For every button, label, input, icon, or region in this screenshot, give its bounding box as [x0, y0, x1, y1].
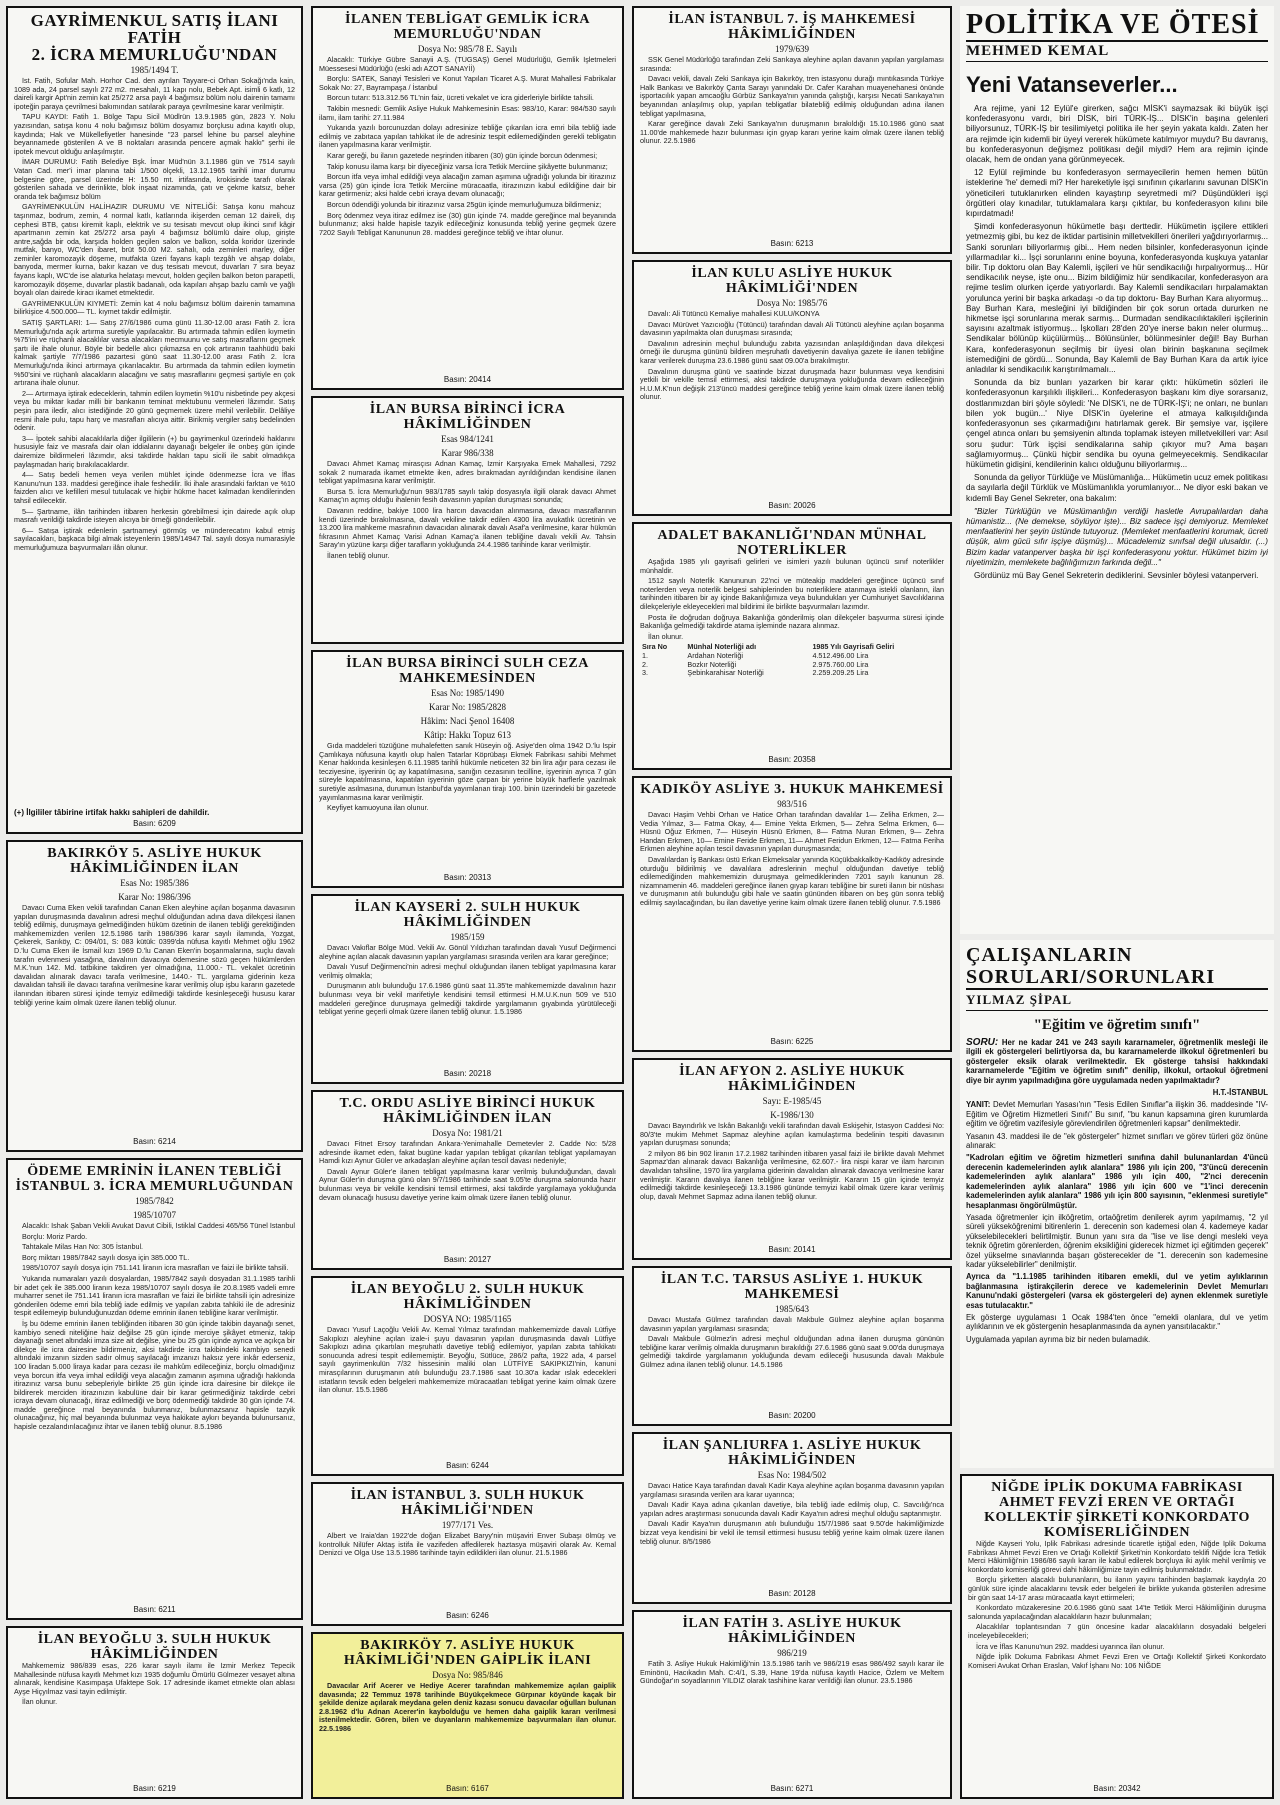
column-title: POLİTİKA VE ÖTESİ: [966, 9, 1260, 40]
paragraph: Davalı Aynur Güler'e ilanen tebligat yapılmasına karar verilmiş bulunduğundan, davalı Aynur Güler'in duruşma günü olan 9/7/1986 tarihinde saat 9.05'te duruşma salonunda hazır bulunması veya bir vekille kendisini temsil ettirmesi, aksi takdirde yargılamaya yokluğunda devam olunacağı hususu davetiye yerine kaim olmak üzere ilanen tebliğ olunur.: [319, 1166, 616, 1202]
ad-body: [319, 1140, 616, 1253]
ad-beyoglu-2: [311, 1276, 624, 1476]
ad-ref: Hâkim: Naci Şenol 16408: [420, 716, 515, 726]
ad-note: (+) İlgililer tâbirine irtifak hakkı sahipleri de dahildir.: [14, 808, 210, 817]
ad-press-number: Basın: 20128: [768, 1589, 816, 1598]
paragraph: 3— İpotek sahibi alacaklılarla diğer ilgililerin (+) bu gayrimenkul üzerindeki haklarını hususiyle faiz ve masrafa dair olan iddialarını dayanağı belgeler ile onbeş gün içinde dairemize bildirmeleri lâzımdır, aksi takdirde hakları tapu sicili ile sabit olmadıkça paylaşmadan hariç bırakılacaklardır.: [14, 433, 295, 469]
paragraph: Uygulamada yapılan ayrıma biz bir neden bulamadık.: [966, 1334, 1151, 1344]
paragraph: Yukarıda numaraları yazılı dosyalardan, 1985/7842 sayılı dosyadan 31.1.1985 tarihli bir adet çek ile 385.000 liranın keza 1985/10707 sayılı dosya ile 20.8.1985 vadeli emre muharrer senet ile 751.141 liranın icra masrafları ve faizi ile birlikte tahsili için adresinize gönderilen ödeme emri bila tebliğ iade edilmiş ve yapılan zabıta tahkiki ile de adresiniz tespit edilemeyip bulunduğunuzdan ödeme emrinin ilanen tebliğine karar verilmiştir.: [14, 1273, 295, 1318]
table-cell: 1.: [642, 650, 648, 660]
ad-press-number: Basın: 6271: [770, 1784, 814, 1793]
ad-kayseri-2: [311, 894, 624, 1084]
ad-istanbul-3-sulh: [311, 1482, 624, 1626]
table-cell: 4.512.496.00 Lira: [812, 650, 869, 660]
ad-title: İLAN BEYOĞLU 3. SULH HUKUK HÂKİMLİĞİNDEN: [37, 1632, 272, 1662]
ad-press-number: Basın: 20127: [443, 1255, 492, 1264]
ad-title: T.C. ORDU ASLİYE BİRİNCİ HUKUK HÂKİMLİĞİNDEN İLAN: [339, 1096, 596, 1126]
paragraph: "Kadroları eğitim ve öğretim hizmetleri sınıfına dahil bulunanlardan 4'üncü derecenin kademelerinden aylık alanlara" 1986 yılı için 200, "3'üncü derecenin kademelerinden aylık alanlara" 1986 yılı için 400, "2'nci derecenin kademelerinden aylık alanlara" 1986 yılı için 600 ve "1'inci derecenin kademelerinden aylık alanlara" 1986 yılı için 800 sayısının, "eklenmesi suretiyle" hesaplanması öngörülmüştür.: [966, 1153, 1268, 1210]
paragraph: Alacaklılar toplantısından 7 gün öncesine kadar alacaklıların dosyadaki belgeleri inceleyebilecekleri;: [968, 1622, 1266, 1640]
paragraph: SATIŞ ŞARTLARI: 1— Satış 27/6/1986 cuma günü 11.30-12.00 arası Fatih 2. İcra Memurluğu'nda açık artırma suretiyle yapılacaktır. Bu artırmada tahmin edilen kıymetin %75'ini ve rüçhanlı alacaklılar varsa alacakları mecmuunu ve satış masraflarını geçmek şartı ile ihale olunur. Böyle bir bedelle alıcı çıkmazsa en çok artıranın taahhüdü baki kalmak şartiyle 7/7/1986 pazartesi günü saat 11.30-12.00 arası Fatih 2. İcra Memurluğu'nda ikinci artırmaya çıkarılacaktır. Bu artırmada da tahmin edilen kıymetin %50'sini ve rüçhanlı alacakların alacağını ve satış masraflarını geçmesi şartiyle en çok artırana ihale olunur.: [14, 318, 295, 388]
ad-kulu: [632, 260, 952, 516]
table-cell: 2.975.760.00 Lira: [812, 659, 869, 669]
ad-gayrimenkul-satis: [6, 6, 303, 834]
answer-label: YANIT:: [966, 1100, 991, 1110]
ad-title: İLAN T.C. TARSUS ASLİYE 1. HUKUK MAHKEMESİ: [660, 1272, 924, 1302]
ad-press-number: Basın: 20313: [443, 873, 492, 882]
paragraph: Tahtakale Milas Han No: 305 İstanbul.: [22, 1242, 144, 1252]
paragraph: Niğde Kayseri Yolu, İplik Fabrikası adresinde ticaretle iştiğal eden, Niğde İplik Dokuma Fabrikası Ahmet Fevzi Eren ve Ortağı Kollektif Şirketi'nin Konkordato teklifi Niğde İcra Tetkik Merci Hâkimliği'nin 1986/86 sayılı kararı ile kabul edilerek borçluya iki aylık mehil verilmiş ve konkordato komiserliği görevi dahi hâkimliğimize tayin edilmiş bulunmaktadır.: [968, 1540, 1266, 1574]
paragraph: Borcun ödendiği yolunda bir itirazınız varsa 25gün içinde memurluğumuza bildirmeniz;: [327, 199, 602, 209]
ad-beyoglu-3: [6, 1626, 303, 1799]
paragraph: Davacı Bayındırlık ve İskân Bakanlığı vekili tarafından davalı Eskişehir, İstasyon Caddesi No: 80/3'te mukim Mehmet Sapmaz aleyhine açılan kamulaştırma bedelinin tespiti davasının yapılan duruşması sonunda;: [640, 1122, 944, 1148]
answer-text: Devlet Memurları Yasası'nın "Tesis Edilen Sınıflar"a ilişkin 36. maddesinde "IV- Eğitim ve Öğretim Hizmetleri Sınıfı" Bu sınıf, "bu kanun kapsamına giren kurumlarda eğitim ve öğretim vazifesiyle görevlendirilen öğretmenleri kapsar" denilmektedir.: [966, 1100, 1268, 1129]
paragraph: Davanın reddine, bakiye 1000 lira harcın davacıdan alınmasına, davacı masraflarının kendi üzerinde bırakılmasına, davalı vekiline takdir edilen 4300 lira avukatlık ücretinin ve 13.200 lira mahkeme masrafının davacıdan alınarak davalı Asaf'a verilmesine, karar hükmün fıkrasının Ahmet Kamaç Varisi Adnan Kamaç'a ilanen tebliğine davalı vekili Av. Tahsin Saray'ın yüzüne karşı diğer tarafların yokluğunda 24.4.1986 tarihinde karar verilmiştir.: [319, 505, 616, 550]
question-label: SORU:: [966, 1038, 999, 1048]
ad-body: [319, 1682, 616, 1782]
paragraph: Aşağıda 1985 yılı gayrisafi gelirleri ve isimleri yazılı bulunan üçüncü sınıf noterlikler münhaldir.: [640, 558, 944, 575]
paragraph: Keyfiyet kamuoyuna ilan olunur.: [327, 803, 429, 813]
question-signature: H.T.-İSTANBUL: [1212, 1088, 1268, 1098]
ad-title: İLAN KAYSERİ 2. SULH HUKUK HÂKİMLİĞİNDEN: [354, 900, 581, 930]
ad-ref: Dosya No: 985/78 E. Sayılı: [417, 44, 518, 54]
paragraph: Albert ve Iraia'dan 1922'de doğan Elizabet Baryy'nin müşaviri Enver Subaşı ölmüş ve kontrolluk Nilüfer Aktaş istifa ile vazifeden affedilerek haztasya müşaviri olarak Av. Kemal Denizci ve Olga Use 13.5.1986 tarihinde tayin edildikleri ilan olunur. 21.5.1986: [319, 1532, 616, 1558]
paragraph: Borçlu şirketten alacaklı bulunanların, bu ilanın yayını tarihinden başlamak kaydıyla 20 günlük süre içinde alacaklarını tevsik eder belgeleri ile birlikte yukarıda gösterilen adresime bir gün saat 14-17 arası müracaatla kayıt ettirmeleri;: [968, 1575, 1266, 1602]
column-title-2: SORULARI/SORUNLARI: [966, 966, 1268, 990]
paragraph: Mahkememiz 986/839 esas, 226 karar sayılı ilamı ile İzmir Merkez Tepecik Mahallesinde nüfusa kayıtlı Mehmet kızı 1935 doğumlu Ömürlü Gülmezer vesayet altına alınarak, kendisine Kasımpaşa Ufaktepe Sok. 17 adresinde ikamet etmekte olan ablası Ayşe Hiçyılmaz vasi tayin edilmiştir.: [14, 1662, 295, 1696]
ad-ref: Sayı: E-1985/45: [762, 1096, 822, 1106]
ad-subtitle: 2. İCRA MEMURLUĞU'NDAN: [31, 45, 278, 64]
paragraph: Yukarıda yazılı borcunuzdan dolayı adresinize tebliğe çıkarılan icra emri bila tebliğ iade edilmiş ve zabıtaca yapılan tahkikat ile de adresiniz tespit edilemediğinden gerekli tebligatın ilanen yapılmasına karar verilmiştir.: [319, 123, 616, 150]
paragraph: Alacaklı: Türkiye Gübre Sanayii A.Ş. (TÜGSAŞ) Genel Müdürlüğü, Gemlik İşletmeleri Müessesesi Müdürlüğü (eski adı AZOT SANAYİİ): [319, 56, 616, 73]
paragraph: 2— Artırmaya iştirak edeceklerin, tahmin edilen kıymetin %10'u nisbetinde pey akçesi veya bu miktar kadar milli bir bankanın teminat mektubunu vermeleri lâzımdır. Satış peşin para iledir, alıcı istediğinde 20 günü geçmemek üzere mehil verilebilir. Delâliye resmi ihale pulu, tapu harç ve masrafları alıcıya aittir. Birikmiş vergiler satış bedelinden ödenir.: [14, 388, 295, 433]
ad-fatih-3: [632, 1610, 952, 1799]
paragraph: Davalının duruşma günü ve saatinde bizzat duruşmada hazır bulunması veya kendisini yetkili bir vekille temsil ettirmesi, aksi takdirde duruşmaya yokluğunda devam edileceğinin H.U.M.K'nun değişik 213'üncü maddesi gereğince tebliğ yerine kaim olmak üzere ilanen tebliğ olunur.: [640, 366, 944, 402]
table-header-row: [640, 643, 944, 652]
ad-press-number: Basın: 6214: [133, 1137, 176, 1146]
ad-body: [968, 1540, 1266, 1782]
ad-body: [319, 944, 616, 1067]
ad-title: KADIKÖY ASLİYE 3. HUKUK MAHKEMESİ: [640, 782, 944, 797]
ad-body: [640, 310, 944, 499]
ad-title: İLAN FATİH 3. ASLİYE HUKUK HÂKİMLİĞİNDEN: [682, 1616, 902, 1646]
paragraph: Bursa 5. İcra Memurluğu'nun 983/1785 sayılı takip dosyasıyla ilgili olarak davacı Ahmet Kamaç'ın açmış olduğu ihalenin fesih davasının yapılan duruşması sonunda;: [319, 486, 616, 505]
ad-press-number: Basın: 6167: [446, 1784, 489, 1793]
paragraph: Borç miktarı 1985/7842 sayılı dosya için 385.000 TL.: [22, 1252, 190, 1262]
table-header: 1985 Yılı Gayrisafi Geliri: [812, 642, 895, 652]
ad-press-number: Basın: 20200: [768, 1411, 816, 1420]
paragraph: Gördünüz mü Bay Genel Sekreterin dediklerini. Sevsinler böylesi vatanperveri.: [974, 570, 1259, 580]
ad-title: İLAN BURSA BİRİNCİ SULH CEZA MAHKEMESİNDEN: [346, 656, 589, 686]
paragraph: 2 milyon 86 bin 902 liranın 17.2.1982 tarihinden itibaren yasal faizi ile birlikte davalı Mehmet Sapmaz'dan alınarak davacı Bakanlığa verilmesine, 62.607.- lira nispi karar ve ilam harcının davalıdan tahsiline, 1970 lira yargılama giderinin davalıdan alınarak davacıya verilmesine karar verilmiştir. Kararın davalıya ilanen tebliğine karar verilmiştir. Kararın 15 gün içinde temyiz edilmediği takdirde kesinleşeceği 13.3.1986 gününde temyizi kabil olmak üzere karar verilmiş olup, davalı Mehmet Sapmaz adına ilanen tebliğ olunur.: [640, 1148, 944, 1201]
ad-bakirkoy-7-gaiplik: [311, 1632, 624, 1799]
ad-ref: 1979/639: [774, 44, 809, 54]
ad-tarsus-1: [632, 1266, 952, 1426]
table-header: Sıra No: [642, 642, 668, 652]
column-3: [632, 6, 952, 1799]
ad-press-number: Basın: 20358: [768, 755, 816, 764]
table-cell: Bozkır Noterliği: [687, 659, 737, 669]
paragraph: İlanen tebliğ olunur.: [327, 550, 390, 560]
paragraph: Fatih 3. Asliye Hukuk Hakimliği'nin 13.5.1986 tarih ve 986/219 esas 986/492 sayılı karar ile Eminönü, Hacıkadın Mah. C:4/1, S.39, Hane 19'da nüfusa kayıtlı Hacice, Özlem ve Meltem Gündoğar'ın soyadlarının YILDIZ olarak tashihine karar verildiği ilan olunur. 23.5.1986: [640, 1660, 944, 1686]
ad-ref: Esas No: 1984/502: [757, 1470, 827, 1480]
ad-bursa-icra: [311, 396, 624, 644]
paragraph: Davacı vekili, davalı Zeki Sarıkaya için Bakırköy, tren istasyonu durağı mıntıkasında Türkiye Halk Bankası ve Bakırköy Çanta Sarayı yanındaki Dr. Cafer Karahan muayenehanesi önünde işportacılık yapan amcaoğlu Gürbüz Sarıkaya'nın yanında çalıştığı, karşısı Necati Sarıkaya'nın beyanından anlaşılmış olup, yapılan tebligatlar bilatebliğ edilmiş olduğundan adına ilanen tebligat yapılmasına,: [640, 74, 944, 118]
ad-ref: 983/516: [777, 799, 807, 809]
ad-title: İLAN KULU ASLİYE HUKUK HÂKİMLİĞİ'NDEN: [691, 266, 893, 296]
paragraph: Sonunda da biz bunları yazarken bir karar çıktı: hükümetin sözleri ile konfederasyonun karşılıklı ilişkileri... Konfederasyon başkanı kim diye sorarsanız, dostlarımızdan biri şöyle söyledi: 'Ne DİSK'i, ne de TÜRK-İŞ'i; ne onları, ne bunları bilen yok bugün...' Niye DİSK'in üyelerine el atmaya kalkışıldığında konfederasyonun ses çıkarmadığını hatırlamak gerek. Bir şemsiye var, işçilere çengel atınca onları bu şemsiyenin altında toplamak isteyen milletvekilleri var: Asıl soru şudur: Türk işçisi sendikalarına sahip çıkıyor mu? Ama başarı sağlamıyormuş... Çünkü hiçbir sendika bu oyuna gelmeyecekmiş. Sendikacılar hükümetin gidişini, kendilerinin kalıcı olduğunu biliyorlarmış...: [966, 378, 1268, 469]
paragraph: Davacı Vakıflar Bölge Müd. Vekili Av. Gönül Yıldızhan tarafından davalı Yusuf Değirmenci aleyhine açılan alacak davasının yapılan yargılaması sırasında verilen ara karar gereğince;: [319, 944, 616, 961]
ad-body: [640, 811, 944, 1035]
column-author: YILMAZ ŞİPAL: [966, 990, 1268, 1011]
ad-bursa-sulh-ceza: [311, 650, 624, 888]
ad-body: [319, 742, 616, 871]
ad-ref: K-1986/130: [770, 1110, 814, 1120]
ad-body: [640, 56, 944, 237]
article-headline: "Eğitim ve öğretim sınıfı": [1033, 1017, 1201, 1033]
ad-press-number: Basın: 6225: [770, 1037, 814, 1046]
ad-title: NİĞDE İPLİK DOKUMA FABRİKASI AHMET FEVZİ EREN VE ORTAĞI KOLLEKTİF ŞİRKETİ KONKORDATO KOMİSERLİĞİNDEN: [984, 1480, 1250, 1540]
ad-press-number: Basın: 20141: [768, 1245, 816, 1254]
ad-ref: Esas No: 1985/1490: [431, 688, 504, 698]
paragraph: Borcun itfa veya imhal edildiği veya alacağın zaman aşımına uğradığı yolunda bir itirazınız varsa (25) gün içinde İcra Tetkik Merciine müracaatla, itirazınızın kabul edildiğine dair bir karar getirmeniz; aksi halde cebri icraya devam olunacağı;: [319, 172, 616, 199]
paragraph: Davacılar Arif Acerer ve Hediye Acerer tarafından mahkememize açılan gaiplik davasında; 22 Temmuz 1978 tarihinde Büyükçekmece Gürpınar köyünde kaçak bir şekilde denize açılarak meydana gelen deniz kazası sonucu davacılar oğulları bulunan 2.8.1962 d'lu Adnan Acerer'in kaybolduğu ve hemen daha gaiplik kararı verilmesi istenilmektedir. Gören, bilen ve duyanların mahkememize başvurmaları ilan olunur. 22.5.1986: [319, 1682, 616, 1733]
ad-body: [319, 460, 616, 638]
ad-ref: 1985/10707: [132, 1210, 176, 1220]
paragraph: Konkordato müzakeresine 20.6.1986 günü saat 14'te Tetkik Merci Hâkimliğinin duruşma salonunda yapılacağından alacaklıların hazır bulunmaları;: [968, 1603, 1266, 1621]
ad-ref: 1985/643: [774, 1304, 809, 1314]
ad-kadikoy-3: [632, 776, 952, 1052]
table-row: [640, 652, 944, 661]
paragraph: Borçlu: SATEK, Sanayi Tesisleri ve Konut Yapıları Ticaret A.Ş. Murat Mahallesi Fabrikalar Sokak No: 27, Bayrampaşa / İstanbul: [319, 74, 616, 92]
ad-nigde-konkordato: [960, 1474, 1274, 1799]
ad-ref: Karar No: 1986/396: [118, 892, 191, 902]
paragraph: İMAR DURUMU: Fatih Belediye Bşk. İmar Müd'nün 3.1.1986 gün ve 7514 sayılı Vatan Cad. mer'i imar planına tabi 1/500 ölçekli, 13.12.1965 tarihli imar durumu belgesine göre, parsel üzerinde H: 15.50 mt. irtifasında, krokisinde tarafı olarak gösterilen sahada ve derinlikte, blok inşaat nizamında, çatı ve çekme katsız, beher oranda tek bağımsız bölüm: [14, 157, 295, 201]
ad-body: [14, 77, 295, 808]
paragraph: Şimdi konfederasyonun hükümetle başı derttedir. Hükümetin işçilere ettikleri yetmezmiş gibi, bu kez de iktidar partisinin milletvekilleri önerileri yağdırıyorlarmış... Sanki sorunları biliyorlarmış gibi... Hem neden bilsinler, konfederasyonun içinde yıllarmadılar ki... İşçi sorunlarını enine boyuna, konfederasyonda kuşkuya yatanlar bilir. Tıp doktoru olan Bay Kalemli, işçileri ve hür sendikacılığı hırpalıyormuş... Hür sendikacılık neyse, işte onu... Bizim bildiğimiz hür sendikacılar, konfederasyon ara rejime teslim olurken içerde yatıyorlardı. Bay Kalemli sendikacıları hırpalamaktan yorulunca yerini bir başka arkadaşı -o da tıp doktoru- Bay Burhan Kara alıyormuş... Bay Burhan Kara, mesleğini iyi bildiğinden bir çok sorun ortada dururken ne hikmetse işçi sorunlarına merak sarmış... Durmadan sendikacılıktakileri işçilerinin sayısını azaltmak istiyormuş... İşkolları 28'den 20'ye inerse bakın neler olurmuş... Sendikalar bölünüp küçülürmüş... Bölünsünler, bölünmesinler değil! Bay Burhan Kara, konfederasyonun seçilmiş bir üyesi olan birinin başkanına seçilmek istemediğini de gördü... Sonunda, Bay Kalemli de Bay Burhan Kara da artık iyice anladılar ki sendikacılık karıştırılmamalı...: [966, 222, 1268, 375]
ad-ref: 1985/159: [450, 932, 485, 942]
article-body: [966, 104, 1268, 930]
ad-ref: Esas No: 1985/386: [120, 878, 189, 888]
ad-press-number: Basın: 20342: [1093, 1784, 1141, 1793]
table-cell: 2.: [642, 659, 648, 669]
ad-gemlik: [311, 6, 624, 390]
ad-body: [640, 1316, 944, 1409]
paragraph: 6— Satışa iştirak edenlerin şartnameyi görmüş ve münderecatını kabul etmiş sayılacakları, başkaca bilgi almak isteyenlerin 1985/14947 Tal. sayılı dosya numarasiyle memurluğumuza başvurmaları ilân olunur.: [14, 525, 295, 552]
paragraph: Davalı Makbule Gülmez'in adresi meçhul olduğundan adına ilanen duruşma gününün tebliğine karar verilmiş olmakla duruşmanın bırakıldığı 27.6.1986 günü saat 9.00'da duruşmaya gelmediği takdirde yargılamanın yokluğunda devam edileceği hususunda davalı Makbule Gülmez adına ilanen tebliğ olunur. 14.5.1986: [640, 1334, 944, 1369]
ad-title: BAKIRKÖY 5. ASLİYE HUKUK HÂKİMLİĞİNDEN İLAN: [47, 846, 262, 876]
ad-body: [14, 1222, 295, 1603]
paragraph: Davalı: Ali Tütüncü Kemaliye mahallesi KULU/KONYA: [648, 310, 820, 318]
ad-ref: Dosya No: 985/846: [432, 1670, 503, 1680]
ad-ref: Kâtip: Hakkı Topuz 613: [424, 730, 511, 740]
ad-subtitle: FATİH: [127, 28, 182, 47]
paragraph: 1985/10707 sayılı dosya için 751.141 liranın icra masrafları ve faizi ile birlikte tahsili.: [22, 1263, 289, 1273]
table-cell: 2.259.209.25 Lira: [812, 668, 869, 678]
paragraph: Yasada öğretmenler için ilköğretim, ortaöğretim denilerek ayrım yapılmamış, "2 yıl süreli yükseköğrenimi bitirenlerin 1. derecenin son kademesi olan 4. kademeye kadar yükselebilecekleri belirtilmiştir. Bunun yanı sıra da "lise ve lise dengi mesleki veya teknik öğretim görenlerden, öğrenim eksikliğini giderecek hizmet içi eğitimden geçerek" özel yükselme sınavlarında başarı gösterecekler de "1. derecenin son kademesine kadar yükselebilirler" denilmiştir.: [966, 1212, 1268, 1269]
ad-body: [640, 1122, 944, 1243]
ad-title: İLANEN TEBLİGAT GEMLİK İCRA MEMURLUĞU'NDAN: [345, 12, 590, 42]
ad-ref: 1985/7842: [135, 1196, 174, 1206]
ad-ref: 1977/171 Ves.: [441, 1520, 494, 1530]
ad-body: [319, 1326, 616, 1459]
paragraph: Davacı Mürüvet Yazıcıoğlu (Tütüncü) tarafından davalı Ali Tütüncü aleyhine açılan boşanma davasının yapılmakta olan duruşması sırasında;: [640, 319, 944, 338]
ad-title: ADALET BAKANLIĞI'NDAN MÜNHAL NOTERLİKLER: [657, 528, 927, 558]
paragraph: SSK Genel Müdürlüğü tarafından Zeki Sarıkaya aleyhine açılan davanın yapılan yargılaması sırasında:: [640, 56, 944, 73]
question-text: Her ne kadar 241 ve 243 sayılı kararnameler, öğretmenlik mesleği ile ilgili ek göstergeleri belirtiyorsa da, bu kararnamelerde ilkokul öğretmenleri bu göstergeler eksik olarak verilmektedir. Ek gösterge tahsisi hakkındaki kararnamelerde "Eğitim ve öğretim sınıfı" denilip, ilkokul, ortaokul öğretmeni diye bir ayrım yapılmadığına göre uygulamada neden yapılmaktadır?: [966, 1038, 1268, 1085]
ad-title: İLAN ŞANLIURFA 1. ASLİYE HUKUK HÂKİMLİĞİNDEN: [662, 1438, 922, 1468]
ad-body: [640, 1660, 944, 1782]
paragraph: 4— Satış bedeli hemen veya verilen mühlet içinde ödenmezse İcra ve İflas Kanunu'nun 133. maddesi gereğince ihale feshedilir. İki ihale arasındaki farktan ve %10 faizden alıcı ve kefilleri mesul tutulacak ve hiçbir hükme hacet kalmadan kendilerinden tahsil edilecektir.: [14, 470, 295, 505]
paragraph: Ek gösterge uygulaması 1 Ocak 1984'ten önce "emekli olanlara, dul ve yetim aylıklarının ve ek göstergenin hesaplanmasında da aynen yansıtılacaktır.": [966, 1312, 1268, 1332]
paragraph: Borcun tutarı: 513.312.56 TL'nin faiz, ücreti vekalet ve icra giderleriyle birlikte tahsili.: [327, 93, 594, 103]
paragraph: GAYRİMENKULÜN HALİHAZIR DURUMU VE NİTELİĞİ: Satışa konu mahcuz taşınmaz, bodrum, zemin, 4 normal katlı, katlarında ikişerden ceman 12 daireli, dış cephesi BTB, çatısı kiremit kaplı, elektrik ve su tesisatı mevcut olup ikinci sınıf kâgir apartmanın zemin kat 25/272 arsa paylı 4 bağımsız bölümlü daire olup, girişte antre,sağda bir oda, karşıda holden geçilen salon ve balkon, solda koridor üzerinde mutfak, banyo, WC'den ibaret, brüt 50.00 M2. sahalı, oda zeminleri marley, diğer zeminler karomozayik döşeme, mutfakta üzeri fayans kaplı tezgâh ve ahşap dolabı, banyoda, mermer kurna, bakır kazan ve duş tesisatı mevcut, duvarları 7 sıra beyaz fayans kaplı, WC'de ise alaturka helataşı mevcut, holden geçilen balkon beton parapetli, karomozayik döşeme, duvarlar plastik badanalı, oda kapıları ahşap bazlu camlı ve yağlı boyalı olan dairede kiracı ikamet etmektedir.: [14, 202, 295, 298]
paragraph: Borçlu: Moriz Pardo.: [22, 1231, 88, 1241]
ad-ref: 986/219: [777, 1648, 807, 1658]
ad-ref: Dosya No: 1981/21: [432, 1128, 503, 1138]
paragraph: Davalı Kadir Kaya'nın duruşmanın atılı bulunduğu 15/7/1986 saat 9.50'de hakimliğimizde bizzat veya kendisini bir vekil ile temsil ettirmesi hususu tebliğ yerine kaim olmak üzere ilanen tebliğ olunur. 8/5/1986: [640, 1519, 944, 1546]
paragraph: Davalı Kadir Kaya adına çıkarılan davetiye, bila tebliğ iade edilmiş olup, C. Savcılığı'nca yapılan adres araştırması sonucunda davalı Kadir Kaya'nın adresi meçhul olduğu saptanmıştır.: [640, 1500, 944, 1518]
paragraph: Ayrıca da "1.1.1985 tarihinden itibaren emekli, dul ve yetim aylıklarının bağlanmasına iştirakçilerin derece ve kademelerinin Devlet Memurları Kanunu'ndaki göstergeleri (varsa ek göstergeleri de) aynen eklenmek suretiyle esas tutulacaktır.": [966, 1272, 1268, 1310]
ad-title: İLAN İSTANBUL 7. İŞ MAHKEMESİ HÂKİMLİĞİNDEN: [668, 12, 916, 42]
ad-bakirkoy-5: [6, 840, 303, 1152]
paragraph: Niğde İplik Dokuma Fabrikası Ahmet Fevzi Eren ve Ortağı Kollektif Şirketi Konkordato Komiseri Avukat Orhan Eraslan, Vakıf İşhanı No: 106 NİĞDE: [968, 1652, 1266, 1670]
paragraph: Davacı Haşim Vehbi Orhan ve Hatice Orhan tarafından davalılar 1— Zeliha Erkmen, 2— Vedia Yılmaz, 3— Fatma Okay, 4— Emine Yekta Erkmen, 5— Zehra Selma Erkmen, 6— Hüsnü Oğuz Erkmen, 7— Hüseyin Hüsnü Erkmen, 8— Fatma Nuran Erkmen, 9— Zehra Handan Erkmen, 10— Emine Feride Erkmen, 11— Ahmet Feridun Erkmen, 12— Fatma Feriha Erkmen aleyhine açılan tescil davasının yapılan duruşmasında;: [640, 811, 944, 854]
ad-press-number: Basın: 20026: [768, 501, 816, 510]
paragraph: Davacı Cuma Eken vekili tarafından Canan Eken aleyhine açılan boşanma davasının yapılan duruşmasında davalının adresi meçhul olduğundan adına dava dilekçesi ilanen tebliğ edilmiş, duruşmaya gelmediğinden hüküm özetinin de ilanen tebliği gerektiğinden mahkememizden verilen 12.5.1986 tarih 1986/396 karar sayılı ilamında, Yozgat, Çekerek, Sarıköy, C: 094/01, S: 083 kütük: 0399'da nüfusa kayıtlı Mehmet oğlu 1962 D.'lu Cuma Eken ile İsmail kızı 1969 D.'lu Canan Eken'in boşanmalarına, suçlu davalı tarafın evlenmesi yasağına, davalının davacıya ödemesine sözü geçen hükümlerden M.K.'nun 142. Md. tatbikine takdiren yer olmadığına, 11.000.- TL. vekalet ücretinin davalıdan alınarak davacı tarafa verilmesine, 1440.- TL. yargılama giderinin keza davalıdan tahsili ile davacı tarafına verilmesine karar verilmiş olup işbu kararın gazetede ilanından itibaren süresi içinde temyiz edilmediği takdirde kesinleşeceği hususu karar tebliği yerine kaim olmak üzere ilanen tebliğ olunur.: [14, 904, 295, 1007]
paragraph: Posta ile doğrudan doğruya Bakanlığa gönderilmiş olan dilekçeler başvurma süresi içinde Bakanlığa gelmediği takdirde atama işleminde nazara alınmaz.: [640, 612, 944, 631]
table-header: Münhal Noterliği adı: [687, 642, 757, 652]
paragraph: "Bizler Türklüğün ve Müslümanlığın verdiği hasletle Avrupalılardan daha hümanistiz... (Ne demekse, söylüyor işte)... Biz sadece işçi demiyoruz. Memleket menfaatlerini her şeyin üstünde tutuyoruz. (Memleket menfaatlerini korumak, ücreti düşük, alım gücü sıfır işçiye düşmüş)... Mücadelemiz sınıfsal değil ulusaldır. (...) Bizim kadar vatanperver başka bir işçi konfederasyonu yoktur. Hükümet bizim iyi niyetimizin, memlekete bağlılığımızın farkında değil...": [966, 506, 1268, 567]
ad-press-number: Basın: 6213: [770, 239, 814, 248]
ad-istanbul-7-is: [632, 6, 952, 254]
ad-title: ÖDEME EMRİNİN İLANEN TEBLİĞİ İSTANBUL 3. İCRA MEMURLUĞUNDAN: [15, 1164, 294, 1194]
paragraph: Duruşmanın atılı bulunduğu 17.6.1986 günü saat 11.35'te mahkememizde davalının hazır bulunması veya bir vekil marifetiyle kendisini temsil ettirmesi H.M.U.K.nun 509 ve 510 maddeleri gereğince duruşmaya gelmediği takdirde yargılamanın gıyabında yürütüleceği tebligat yerine geçerli olmak üzere ilanen tebliğ olunur. 1.5.1986: [319, 981, 616, 1017]
column-4: [960, 6, 1274, 1799]
notary-table: [640, 643, 944, 677]
paragraph: GAYRİMENKULÜN KIYMETİ: Zemin kat 4 nolu bağımsız bölüm dairenin tamamına bilirkişice 4.500.000— TL. kıymet takdir edilmiştir.: [14, 298, 295, 317]
article-headline: Yeni Vatanseverler...: [966, 72, 1178, 97]
paragraph: Davalı Yusuf Değirmenci'nin adresi meçhul olduğundan ilanen tebligat yapılmasına karar verilmiş olmakla;: [319, 962, 616, 980]
ad-adalet-bakanligi: [632, 522, 952, 770]
table-cell: Şebinkarahisar Noterliği: [687, 668, 764, 678]
column-2: [311, 6, 624, 1799]
article-body: [966, 1038, 1268, 1464]
ad-press-number: Basın: 6244: [446, 1461, 489, 1470]
ad-ref: DOSYA NO: 1985/1165: [423, 1314, 512, 1324]
ad-ref: Esas 984/1241: [441, 434, 494, 444]
ad-ref: Dosya No: 1985/76: [756, 298, 828, 308]
ad-body: [14, 1662, 295, 1782]
paragraph: İst. Fatih, Sofular Mah. Horhor Cad. den ayrılan Tayyare-ci Orhan Sokağı'nda kain, 1089 ada, 24 parsel sayılı 272 m2. mesahalı, 11 kapı nolu, Bebek Apt. isimli 6 katlı, 12 daireli kargir Apt'nin zemin kat 25/272 arsa paylı 4 bağımsız bölüm nolu dairenin tamamı ipoteğin paraya çevrilmesi bakımından satılarak paraya çevrilmesine karar verilmiştir.: [14, 77, 295, 111]
ad-press-number: Basın: 20218: [443, 1069, 492, 1078]
paragraph: 1512 sayılı Noterlik Kanununun 22'nci ve müteakip maddeleri gereğince üçüncü sınıf noterlerden veya noterlik belgesi sahiplerinden bu noterliklere atanmaya istekli olanların, ilan tarihinden itibaren bir ay içinde Bakanlığımıza veya bulundukları yer Cumhuriyet Savcılıklarına dilekçeleriyle ekleyecekleri mal bildirimi ile birlikte başvurmaları lazımdır.: [640, 576, 944, 611]
paragraph: İcra ve İflas Kanunu'nun 292. maddesi uyarınca ilan olunur.: [976, 1641, 1165, 1651]
ad-press-number: Basın: 6219: [133, 1784, 176, 1793]
ad-title: İLAN BURSA BİRİNCİ İCRA HÂKİMLİĞİNDEN: [369, 402, 566, 432]
ad-ordu: [311, 1090, 624, 1270]
ad-title: İLAN İSTANBUL 3. SULH HUKUK HÂKİMLİĞİ'NDEN: [350, 1488, 585, 1518]
ad-body: [640, 558, 944, 753]
paragraph: Alacaklı: İshak Şaban Vekili Avukat Davut Cibili, İstiklal Caddesi 465/56 Tünel İstanbul: [22, 1222, 295, 1230]
paragraph: Gıda maddeleri tüzüğüne muhalefetten sanık Hüseyin oğ. Asiye'den olma 1942 D.'lu İspir Çamlıkaya nüfusuna kayıtlı olup halen Tatarlar Köprübaşı Ekmek Fabrikası sahibi Mehmet Kenar hakkında kesinleşen 6.11.1985 tarihli hükümle neticeten 32 bin lira ağır para cezası ile tecziyesine, işyerinin üç ay kapatılmasına, sanığın cezasının tecilline, işyerinin ayrıca 7 gün süreyle kapatılmasına, kapatılan işyerinin göze çarpan bir yerine büyük harflerle yazılmak suretiyle asılmasına, durumun İstanbul'da yayımlanan tirajı 100. binin üzerindeki bir gazetede yayımlanmasına karar verilmiştir.: [319, 742, 616, 802]
column-author: MEHMED KEMAL: [966, 40, 1268, 62]
paragraph: İş bu ödeme emrinin ilanen tebliğinden itibaren 30 gün içinde takibin dayanağı senet, kambiyo senedi niteliğine haiz değilse 25 gün içinde merciye şikâyet etmeniz, takip dayanağı senet altındaki imza size ait değilse, yine bu 25 gün içinde ayrıca ve açıkça bir dilekçe ile icra dairesine bildirmeniz, aksi takdirde icra takibindeki kambiyo senedi altındaki imzanın sizden sadır olmuş sayılacağı imzanızı haksız yere inkâr ederseniz, 100 liradan 5.000 liraya kadar para cezası ile mahkûm edileceğiniz, borçlu olmadığınız veya borcun itfa veya imhal edildiği veya alacağın zamanın aşımına uğradığı hakkında itirazınız varsa bunu sebepleriyle birlikte 25 gün içinde icra dairesine bir dilekçe ile bildirerek merciden itirazınızın kabulüne dair bir karar getirmediğiniz takdirde cebri icraya devam olunacağı, itiraz edilmediği ve borç ödenmediği takdirde 30 gün içinde 74. madde gereğince mal beyanında bulunmanız, bulunmazsanız hapisle tazyik olunacağınız, hiç mal beyanında bulunmaz veya hakikate aykırı beyanda bulunursanız, hapisle cezalandırılacağınız ihtar ve ilanen tebliğ olunur. 8.5.1986: [14, 1318, 295, 1432]
paragraph: Sonunda da geliyor Türklüğe ve Müslümanlığa... Hükümetin ucuz emek politikası da sayılarla değil Türklük ve Müslümanlıkla yorumlanıyor... Ne diyor eski bakan ve kıdemli Bay Genel Sekreter, ona bakalım:: [966, 473, 1268, 503]
ad-press-number: Basın: 6209: [133, 819, 176, 828]
ad-body: [640, 1482, 944, 1587]
table-cell: 3.: [642, 668, 648, 678]
paragraph: Yasanın 43. maddesi ile de "ek göstergeler" hizmet sınıfları ve görev türleri göz önüne alınarak:: [966, 1131, 1268, 1151]
paragraph: Davacı Mustafa Gülmez tarafından davalı Makbule Gülmez aleyhine açılan boşanma davasının yapılan yargılaması sırasında;: [640, 1316, 944, 1333]
paragraph: Ara rejime, yani 12 Eylül'e girerken, sağcı MİSK'i saymazsak iki büyük işçi konfederasyonu vardı, biri DİSK, biri TÜRK-İŞ... DİSK'in başına gelenleri biliyorsunuz, TÜRK-İŞ bir tesilimiyetçi politika ile her şeyin yakata kaldı. Zaten her ara rejimde için kıdemli bir üyeyi vererek hükümete katılmıyor muydu? Bu davranış, bu konfederasyonun değişmez politikası değil miydi? Hem ara rejimin içinde olacak, hem de ondan yana görünmeyecek.: [966, 104, 1268, 165]
ad-body: [319, 56, 616, 373]
paragraph: Karar gereğince davalı Zeki Sarıkaya'nın duruşmanın bırakıldığı 15.10.1986 günü saat 11.00'de mahkemede hazır bulunması için gıyap kararı yerine kaim olmak üzere ilanen tebliğ olunur. 22.5.1986: [640, 119, 944, 146]
table-row: [640, 661, 944, 670]
column-1: [6, 6, 303, 1799]
ad-body: [319, 1532, 616, 1609]
paragraph: Borç ödenmez veya itiraz edilmez ise (30) gün içinde 74. madde gereğince mal beyanında bulunmanız; aksi halde hapisle tazyik edileceğiniz konusunda tebliğ yerine geçmek üzere 7202 Sayılı Tebligat Kanununun 28. maddesi gereğince tebliğ ve ihtar olunur.: [319, 210, 616, 237]
paragraph: Davalının adresinin meçhul bulunduğu zabıta yazısından anlaşıldığından dava dilekçesi örneği ile duruşma gününü bildiren meşruhatlı davetiyenin davalıya gazete ile ilanen tebliğine karar verilerek duruşma 23.6.1986 günü saat 09.00'a bırakılmıştır.: [640, 338, 944, 365]
table-row: [640, 669, 944, 678]
paragraph: Takibin mesnedi: Gemlik Asliye Hukuk Mahkemesinin Esas: 983/10, Karar: 984/530 sayılı ilamı, ilam tarihi: 27.11.984: [319, 103, 616, 122]
ad-title: İLAN BEYOĞLU 2. SULH HUKUK HÂKİMLİĞİNDEN: [350, 1282, 585, 1312]
ad-afyon-2: [632, 1058, 952, 1260]
paragraph: TAPU KAYDI: Fatih 1. Bölge Tapu Sicil Müdlrün 13.9.1985 gün, 2823 Y. Nolu yazısından, satışa konu 4 nolu bağımsız bölüm dosyamız borçlusu adına kayıtlı olup, kaydında; Hak ve Mükellefiyetler hanesinde "23 parsel lehine bu parsel aleyhine beyannamede gösterilen A ve B noktaları arasında pencere açmak hakkı" şerhi ile ipotek mevcut olduğu anlaşılmıştır.: [14, 112, 295, 156]
ad-title: İLAN AFYON 2. ASLİYE HUKUK HÂKİMLİĞİNDEN: [679, 1064, 905, 1094]
paragraph: Davacı Ahmet Kamaç mirasçısı Adnan Kamaç, İzmir Karşıyaka Emek Mahallesi, 7292 sokak 2 numarada ikamet etmekte iken, adres bırakmadan ayrıldığından kendisine ilanen tebligat yapılmasına karar verilmiştir.: [319, 460, 616, 486]
ad-ref: Karar No: 1985/2828: [429, 702, 506, 712]
ad-title: BAKIRKÖY 7. ASLİYE HUKUK HÂKİMLİĞİ'NDEN GAİPLİK İLANI: [343, 1638, 592, 1668]
ad-press-number: Basın: 6246: [446, 1611, 489, 1620]
ad-title: GAYRİMENKUL SATIŞ İLANI: [30, 11, 279, 30]
column-title: ÇALIŞANLARIN: [966, 944, 1133, 966]
paragraph: İlan olunur.: [648, 631, 684, 641]
ad-press-number: Basın: 20414: [443, 375, 492, 384]
ad-odeme-emri: [6, 1158, 303, 1620]
paragraph: Davacı Yusuf Laçoğlu Vekili Av. Kemal Yılmaz tarafından mahkememizde davalı Lütfiye Sakıpkızı aleyhine açılan izale-i şuyu davasının yapılan duruşmasında davalı Lütfiye Sakıpkızı adına çıkartılan meşruhatlı davetiye tebliğ edilemiyor, yapılan zabıta tahkikatı sonucunda adresi tespit edilememiştir. Beyoğlu, Sütlüce, 286/2 pafta, 1922 ada, 4 parsel sayılı gayrimenkulün 7/32 hissesinin maliki olan LÜTFİYE SAKIPKIZI'nin, kanuni mirasçılarının duruşmanın atılı bulunduğu 23.7.1986 saat 10.30'a kadar ıslak edecekleri ıstatların tevsik eden belgeleri mahkememize müracaatları tebligat yerine kaim olmak üzere ilan olunur. 15.5.1986: [319, 1326, 616, 1395]
paragraph: Davacı Hatice Kaya tarafından davalı Kadir Kaya aleyhine açılan boşanma davasının yapılan yargılaması sırasında verilen ara karar uyarınca;: [640, 1482, 944, 1499]
calisanlar-column: [960, 940, 1274, 1468]
paragraph: 5— Şartname, ilân tarihinden itibaren herkesin görebilmesi için dairede açık olup masrafı verildiği takdirde isteyen alıcıya bir örneği gönderilebilir.: [14, 506, 295, 525]
paragraph: Davacı Fitnet Ersoy tarafından Ankara-Yenimahalle Demetevler 2. Cadde No: 5/28 adresinde ikamet eden, fakat bugüne kadar yapılan tebligat çıkarılan tebligat yapılamayan Hamdi kızı Aynur Güler ve arkadaşları aleyhine açılan tescil davası nedeniyle;: [319, 1140, 616, 1166]
paragraph: 12 Eylül rejiminde bu konfederasyon sermayecilerin hemen hemen bütün isteklerine 'he' demedi mi? Her hareketiyle işçi sınıfının çıkarlarını savunan DİSK'in yöneticileri tutuklanırken elinden kayaştırıp seyretmedi mi? Düşündükleri işçi örgütleri olay kınadılar, tutuklamalara karşı çıktılar, bu konfederasyon kılını bile kıpırdatmadı!: [966, 168, 1268, 219]
paragraph: Takip konusu ilama karşı bir diyeceğiniz varsa İcra Tetkik Merciine şikâyette bulunmanız;: [327, 161, 608, 171]
ad-ref: Karar 986/338: [441, 448, 494, 458]
ad-press-number: Basın: 6211: [133, 1605, 176, 1614]
ad-sanliurfa-1: [632, 1432, 952, 1604]
paragraph: Karar gereği, bu ilanın gazetede neşrinden itibaren (30) gün içinde borcun ödenmesi;: [327, 150, 598, 160]
ad-body: [14, 904, 295, 1135]
table-cell: Ardahan Noterliği: [687, 650, 743, 660]
politika-column: [960, 6, 1274, 934]
paragraph: İlan olunur.: [22, 1697, 58, 1707]
ad-ref: 1985/1494 T.: [130, 65, 179, 75]
paragraph: Davalılardan İş Bankası üstü Erkan Ekmeksalar yanında Küçükbakkalköy-Kadıköy adresinde oturduğu bildirilmiş ve davalılara adreslerinin meçhul olduğundan davetiye tebliğ edilemediğinden mahkememizin duruşmaya gelmediklerinden 7201 sayılı kanunun 28. nizamnamenin 46. maddeleri gereğince ilanen gıyap kararı tebliğine bir sureti ilanın bir nüshası ve duruşmanın atılı bulunduğu gibi hale ve saatin gününden itibaren on beş gün sonra tebliğ edilmiş sayılacağından, bu ilan davetiye yerine kaim olmak üzere ilanen tebliğ olunur. 7.5.1986: [640, 854, 944, 907]
